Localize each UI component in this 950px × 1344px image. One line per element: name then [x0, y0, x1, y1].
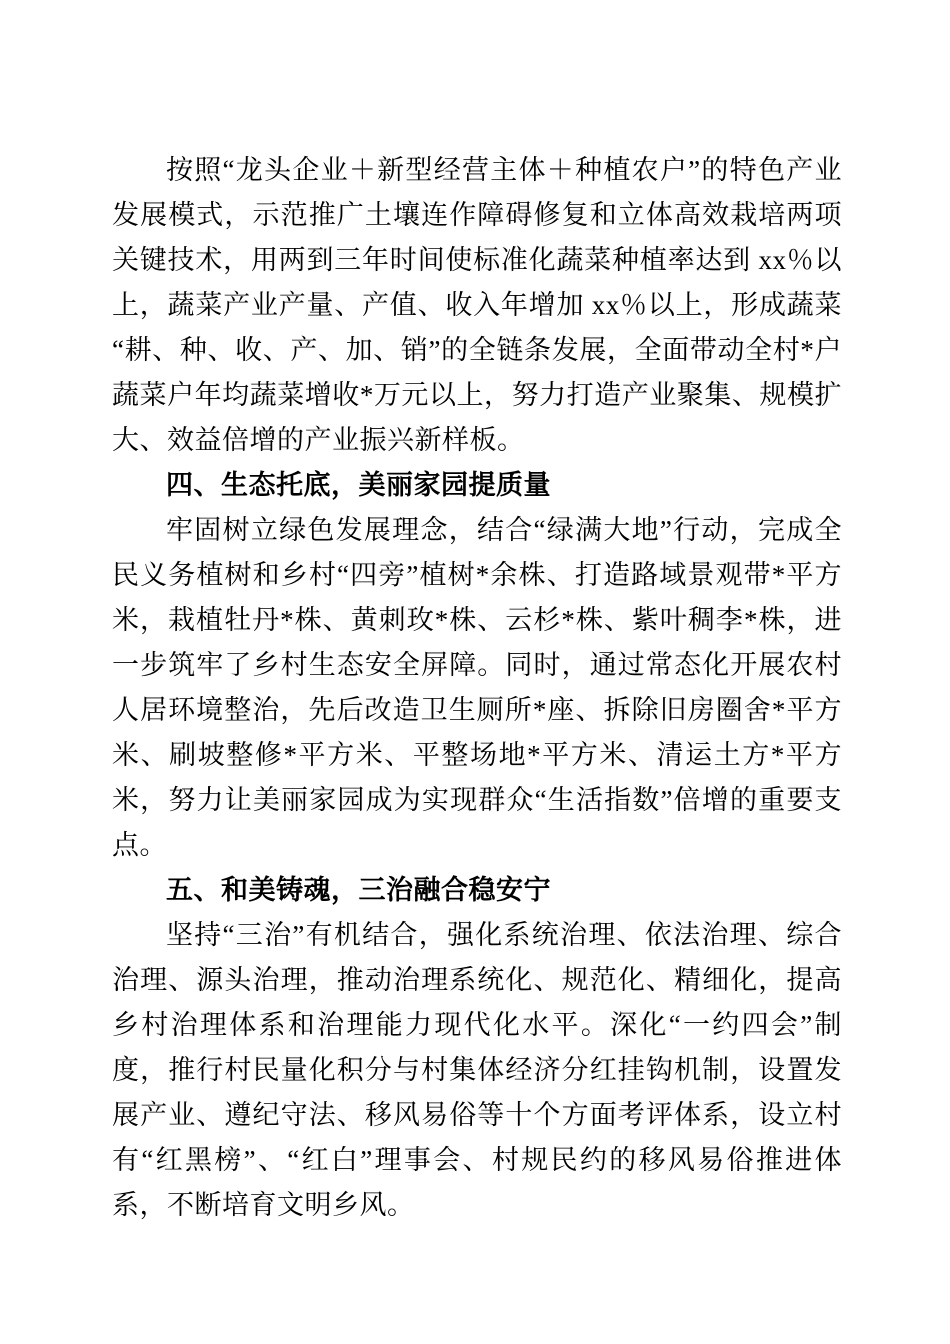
section-heading-4-ecology: 四、生态托底，美丽家园提质量	[166, 470, 551, 500]
paragraph-industry-model: 按照“龙头企业＋新型经营主体＋种植农户”的特色产业发展模式，示范推广土壤连作障碍修复和立体高效栽培两项关键技术，用两到三年时间使标准化蔬菜种植率达到 xx％以上，蔬菜产业产量、产值、收入年增加 xx％以上，形成蔬菜“耕、种、收、产、加、销”的全链条发展，全面带动全村*户蔬菜户年均蔬菜增收*万元以上，努力打造产业聚集、规模扩大、效益倍增的产业振兴新样板。	[112, 155, 842, 455]
paragraph-ecology-body: 牢固树立绿色发展理念，结合“绿满大地”行动，完成全民义务植树和乡村“四旁”植树*余株、打造路域景观带*平方米，栽植牡丹*株、黄刺玫*株、云杉*株、紫叶稠李*株，进一步筑牢了乡村生态安全屏障。同时，通过常态化开展农村人居环境整治，先后改造卫生厕所*座、拆除旧房圈舍*平方米、刷坡整修*平方米、平整场地*平方米、清运土方*平方米，努力让美丽家园成为实现群众“生活指数”倍增的重要支点。	[112, 515, 842, 860]
section-heading-5-governance: 五、和美铸魂，三治融合稳安宁	[166, 875, 551, 905]
paragraph-governance-body: 坚持“三治”有机结合，强化系统治理、依法治理、综合治理、源头治理，推动治理系统化、规范化、精细化，提高乡村治理体系和治理能力现代化水平。深化“一约四会”制度，推行村民量化积分与村集体经济分红挂钩机制，设置发展产业、遵纪守法、移风易俗等十个方面考评体系，设立村有“红黑榜”、“红白”理事会、村规民约的移风易俗推进体系，不断培育文明乡风。	[112, 920, 842, 1220]
